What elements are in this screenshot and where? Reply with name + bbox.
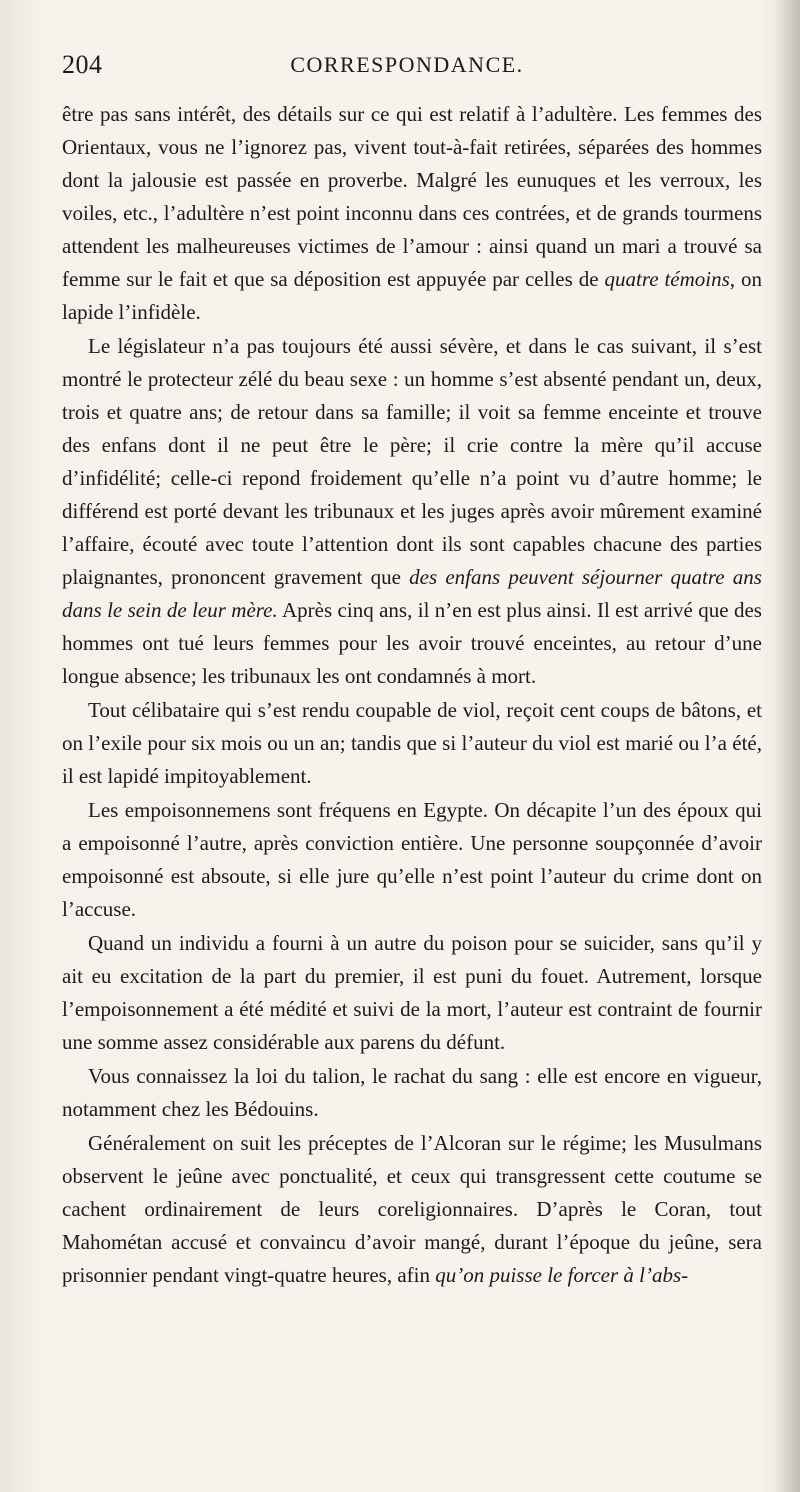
text-run: Vous connaissez la loi du talion, le rachat du sang : elle est encore en vigueur, notamment chez les Bédouins. <box>62 1064 762 1121</box>
paragraph-legislator <box>62 330 762 693</box>
page-header <box>62 50 752 86</box>
paragraph-suicide-poison <box>62 927 762 1059</box>
paragraph-fasting <box>62 1127 762 1292</box>
text-run: Généralement on suit les préceptes de l’Alcoran sur le régime; les Musulmans observent le jeûne avec ponctualité, et ceux qui transgressent cette coutume se cachent ordinairement de leurs coreligionnaires. D’après le Coran, tout Mahométan accusé et convaincu d’avoir mangé, durant l’époque du jeûne, sera prisonnier pendant vingt-quatre heures, afin <box>62 1131 762 1287</box>
text-run: Après cinq ans, il n’en est plus ainsi. Il est arrivé que des hommes ont tué leurs femmes pour les avoir trouvé enceintes, au retour d’une longue absence; les tribunaux les ont condamnés à mort. <box>62 598 762 688</box>
text-run: Tout célibataire qui s’est rendu coupable de viol, reçoit cent coups de bâtons, et on l’exile pour six mois ou un an; tandis que si l’auteur du viol est marié ou l’a été, il est lapidé impitoyablement. <box>62 698 762 788</box>
paragraph-poisoning <box>62 794 762 926</box>
italic-text: des enfans peuvent séjourner quatre ans dans le sein de leur mère. <box>62 565 762 622</box>
paragraph-adultery <box>62 98 762 329</box>
paragraph-talion <box>62 1060 762 1126</box>
italic-text: quatre témoins <box>604 267 730 291</box>
text-run: , on lapide l’infidèle. <box>62 267 762 324</box>
text-run: Les empoisonnemens sont fréquens en Egypte. On décapite l’un des époux qui a empoisonné l’autre, après conviction entière. Une personne soupçonnée d’avoir empoisonné est absoute, si elle jure qu’elle n’est point l’auteur du crime dont on l’accuse. <box>62 798 762 921</box>
text-run: Le législateur n’a pas toujours été aussi sévère, et dans le cas suivant, il s’est montré le protecteur zélé du beau sexe : un homme s’est absenté pendant un, deux, trois et quatre ans; de retour dans sa famille; il voit sa femme enceinte et trouve des enfans dont il ne peut être le père; il crie contre la mère qu’il accuse d’infidélité; celle-ci repond froidement qu’elle n’a point vu d’autre homme; le différend est porté devant les tribunaux et les juges après avoir mûrement examiné l’affaire, écouté avec toute l’attention dont ils sont capables chacune des parties plaignantes, prononcent gravement que <box>62 334 762 589</box>
paragraph-celibate-viol <box>62 694 762 793</box>
text-run: être pas sans intérêt, des détails sur ce qui est relatif à l’adultère. Les femmes des Orientaux, vous ne l’ignorez pas, vivent tout-à-fait retirées, séparées des hommes dont la jalousie est passée en proverbe. Malgré les eunuques et les verroux, les voiles, etc., l’adultère n’est point inconnu dans ces contrées, et de grands tourmens attendent les malheureuses victimes de l’amour : ainsi quand un mari a trouvé sa femme sur le fait et que sa déposition est appuyée par celles de <box>62 102 762 291</box>
body-text <box>62 98 762 1292</box>
spine-shadow <box>774 0 800 1492</box>
italic-text: qu’on puisse le forcer à l’abs- <box>435 1263 689 1287</box>
running-title: CORRESPONDANCE. <box>290 52 524 77</box>
page-number: 204 <box>62 50 103 79</box>
text-run: Quand un individu a fourni à un autre du poison pour se suicider, sans qu’il y ait eu excitation de la part du premier, il est puni du fouet. Autrement, lorsque l’empoisonnement a été médité et suivi de la mort, l’auteur est contraint de fournir une somme assez considérable aux parens du défunt. <box>62 931 762 1054</box>
